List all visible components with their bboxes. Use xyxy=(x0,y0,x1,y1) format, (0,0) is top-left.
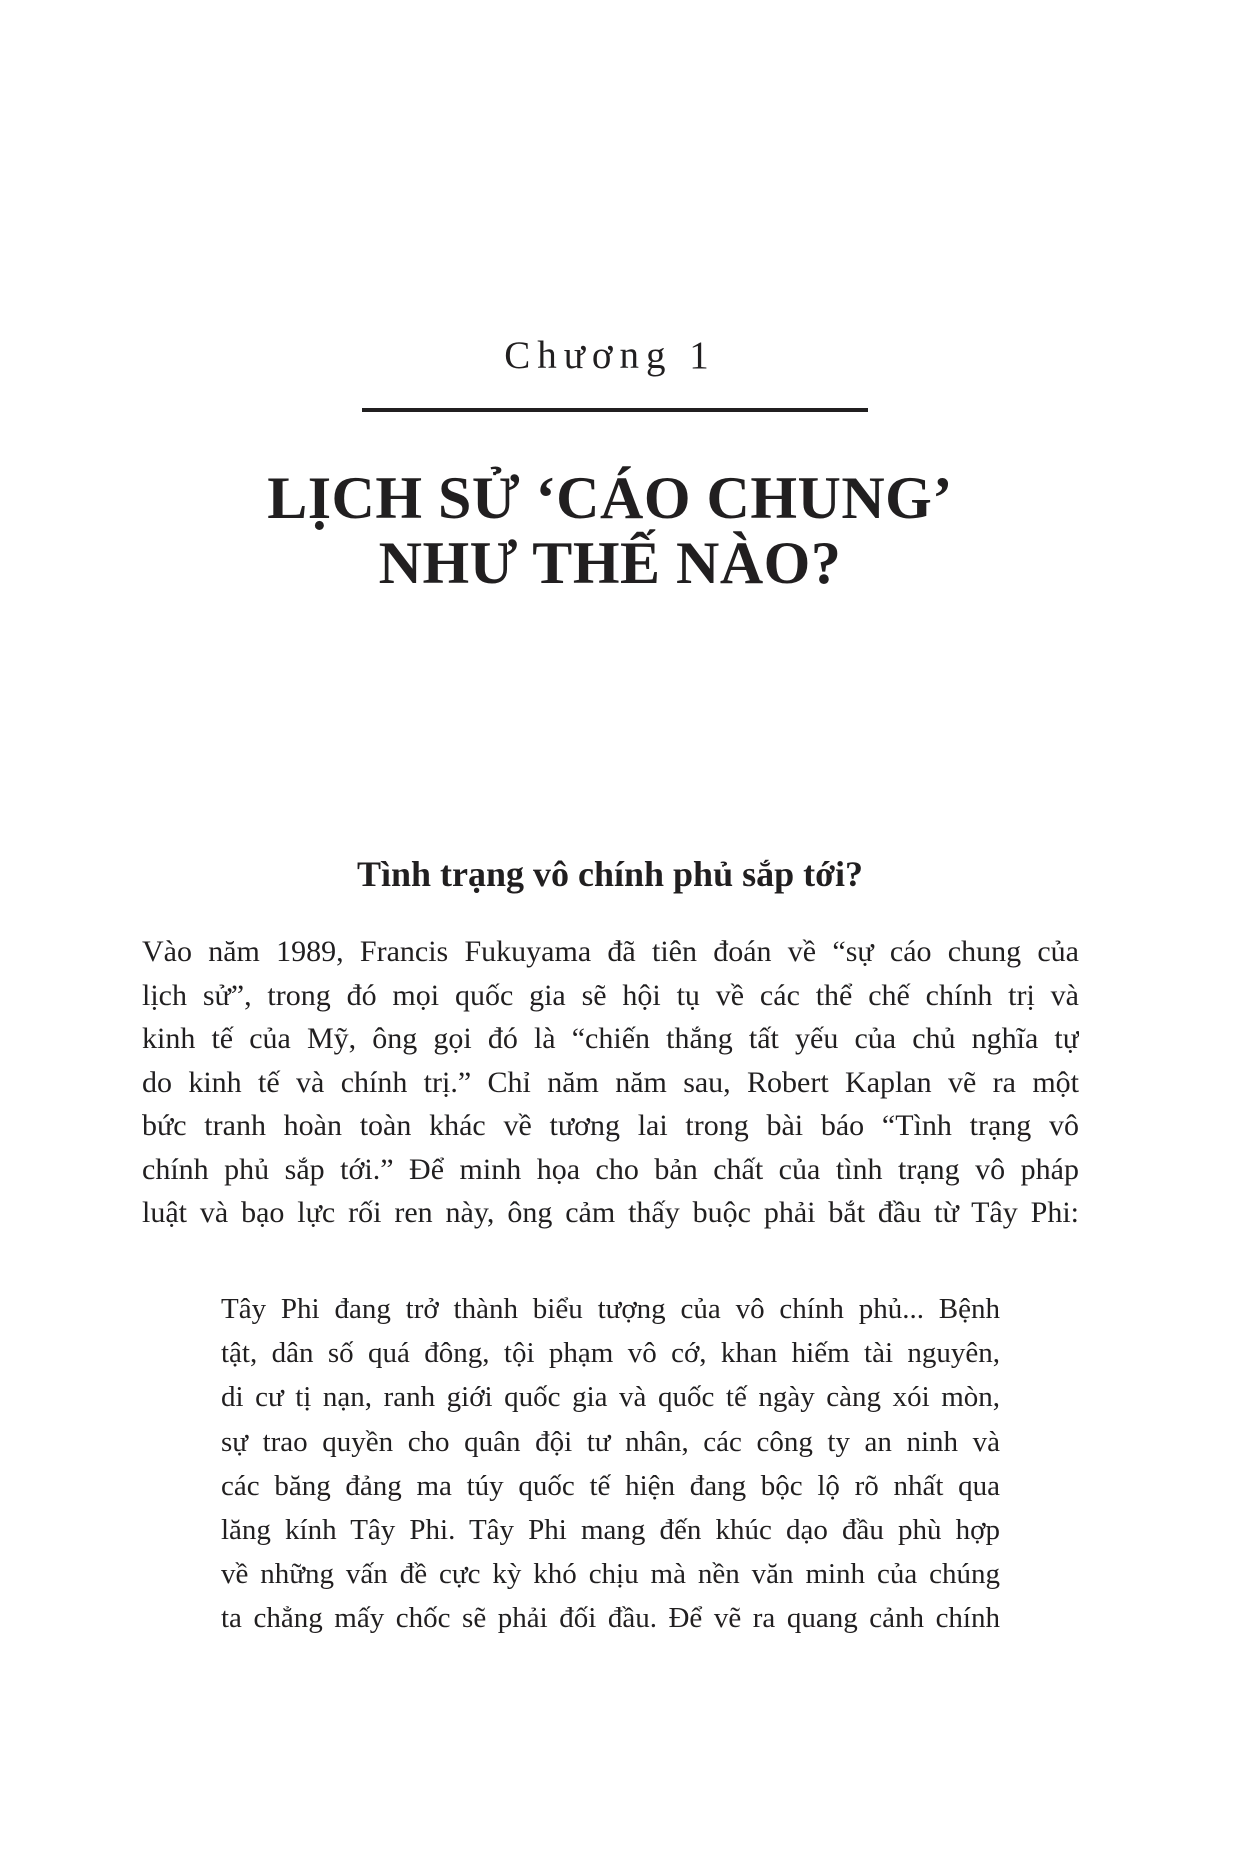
block-quote xyxy=(221,1287,1000,1641)
quote-line: các băng đảng ma túy quốc tế hiện đang bộc lộ rõ nhất qua xyxy=(221,1469,1000,1502)
chapter-title xyxy=(0,466,1220,596)
quote-line: Tây Phi đang trở thành biểu tượng của vô chính phủ... Bệnh xyxy=(221,1293,1000,1325)
quote-line: sự trao quyền cho quân đội tư nhân, các công ty an ninh và xyxy=(221,1425,1000,1458)
quote-line: di cư tị nạn, ranh giới quốc gia và quốc tế ngày càng xói mòn, xyxy=(221,1381,1000,1414)
paragraph-line: lịch sử”, trong đó mọi quốc gia sẽ hội tụ về các thể chế chính trị và xyxy=(142,978,1079,1012)
paragraph-line: bức tranh hoàn toàn khác về tương lai trong bài báo “Tình trạng vô xyxy=(142,1109,1079,1142)
body-paragraph xyxy=(142,930,1079,1235)
paragraph-line: kinh tế của Mỹ, ông gọi đó là “chiến thắng tất yếu của chủ nghĩa tự xyxy=(142,1022,1079,1055)
section-heading: Tình trạng vô chính phủ sắp tới? xyxy=(356,854,864,894)
chapter-title-line2: NHƯ THẾ NÀO? xyxy=(378,530,842,596)
chapter-title-line1: LỊCH SỬ ‘CÁO CHUNG’ xyxy=(267,465,953,531)
paragraph-line: luật và bạo lực rối ren này, ông cảm thấy buộc phải bắt đầu từ Tây Phi: xyxy=(142,1196,1079,1229)
quote-line: ta chẳng mấy chốc sẽ phải đối đầu. Để vẽ ra quang cảnh chính xyxy=(221,1602,1000,1635)
paragraph-line: chính phủ sắp tới.” Để minh họa cho bản chất của tình trạng vô pháp xyxy=(142,1152,1079,1186)
quote-line: về những vấn đề cực kỳ khó chịu mà nền văn minh của chúng xyxy=(221,1558,1000,1591)
paragraph-line: Vào năm 1989, Francis Fukuyama đã tiên đoán về “sự cáo chung của xyxy=(142,935,1079,968)
chapter-label: Chương 1 xyxy=(504,334,716,377)
quote-line: tật, dân số quá đông, tội phạm vô cớ, khan hiếm tài nguyên, xyxy=(221,1337,1000,1370)
chapter-divider-rule xyxy=(362,408,868,412)
quote-line: lăng kính Tây Phi. Tây Phi mang đến khúc dạo đầu phù hợp xyxy=(221,1514,1000,1547)
paragraph-line: do kinh tế và chính trị.” Chỉ năm năm sau, Robert Kaplan vẽ ra một xyxy=(142,1065,1079,1099)
